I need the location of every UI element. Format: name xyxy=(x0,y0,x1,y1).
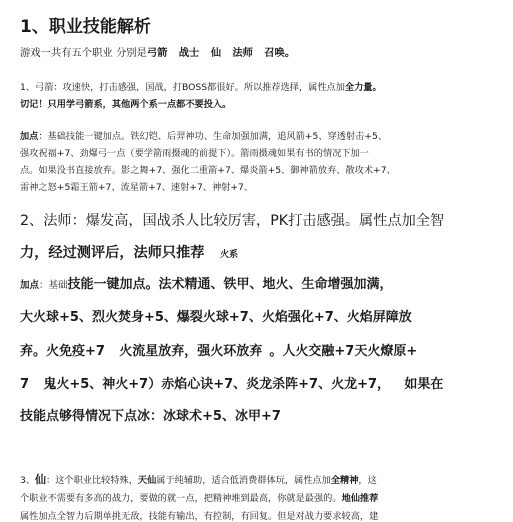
mage-recommend: 力，经过测评后，法师只推荐 xyxy=(20,245,205,261)
archer-warning: 切记！只用学弓箭系，其他两个系一点都不要投入。 xyxy=(20,99,232,110)
fairy-num: 3、 xyxy=(20,475,36,486)
mage-points-base: ：基础 xyxy=(39,280,68,291)
archer-points-text: ：基础技能一键加点。铁幻铠、后羿神功、生命加强加满，追风箭+5、穿透射击+5、 xyxy=(38,131,388,142)
mage-l5-a: 弃。火免疫+7 xyxy=(20,344,105,359)
mage-l6-a: 7 xyxy=(20,377,30,392)
fairy-stat: 全精神 xyxy=(330,475,359,486)
class-summoner: 召唤。 xyxy=(264,47,296,59)
mage-line-1: 2、法师：爆发高，国战杀人比较厉害，PK打击感强。属性点加全智 xyxy=(20,213,445,229)
fairy-line-2 xyxy=(20,490,378,504)
page-title: 1、职业技能解析 xyxy=(20,17,151,37)
archer-line-3 xyxy=(20,128,387,142)
class-warrior: 战士 xyxy=(178,47,200,59)
class-archer: 弓箭 xyxy=(146,47,168,59)
archer-stat: 全力量。 xyxy=(344,82,382,93)
mage-line-6 xyxy=(20,373,443,392)
mage-fire-tag: 火系 xyxy=(220,250,239,260)
mage-line-5 xyxy=(20,340,417,359)
mage-l5-c: 。人火交融+7天火燎原+ xyxy=(269,344,418,359)
intro-text: 游戏一共有五个职业 分别是 xyxy=(20,47,147,59)
fairy-desc: ：这个职业比较特殊， xyxy=(46,475,138,486)
fairy-l2-text: 个职业不需要有多高的战力，要做的就一点，把精神堆到最高，你就是最强的。 xyxy=(20,493,342,504)
fairy-desc2: 属于纯辅助，适合低消费群体玩，属性点加 xyxy=(156,475,331,486)
archer-line-6: 雷神之怒+5霜王箭+7、流星箭+7、速射+7、神射+7、 xyxy=(20,182,254,193)
archer-line-4: 强攻祝福+7、劲爆弓一点（要学箭雨摄魂的前提下）。箭雨摄魂如果有书的情况下加一 xyxy=(20,148,369,159)
archer-line-1 xyxy=(20,79,382,93)
fairy-dixian: 地仙推荐 xyxy=(341,493,379,504)
mage-line-2 xyxy=(20,242,238,262)
archer-points-label: 加点 xyxy=(20,131,39,142)
mage-line-4: 大火球+5、烈火焚身+5、爆裂火球+7、火焰强化+7、火焰屏障放 xyxy=(20,310,412,325)
fairy-title: 仙 xyxy=(35,473,47,486)
mage-l6-c: 如果在 xyxy=(404,377,444,392)
mage-points-text: 技能一键加点。法术精通、铁甲、地火、生命增强加满， xyxy=(67,277,393,292)
fairy-line-3: 属性加点全智力后期单挑无敌，技能有输出，有控制，有回复。但是对战力要求较高，建 xyxy=(20,511,379,522)
mage-points-label: 加点 xyxy=(20,280,40,291)
fairy-desc3: ，这 xyxy=(358,475,377,486)
mage-line-7: 技能点够得情况下点冰：冰球术+5、冰甲+7 xyxy=(20,409,281,424)
fairy-line-1 xyxy=(20,471,377,487)
archer-desc: 1、弓箭：攻速快，打击感强，国战，打BOSS都很好。所以推荐选择，属性点加 xyxy=(20,82,345,93)
class-fairy: 仙 xyxy=(210,47,221,59)
mage-l6-b: 鬼火+5、神火+7）赤焰心诀+7、炎龙杀阵+7、火龙+7， xyxy=(43,377,391,392)
fairy-tianxian: 天仙 xyxy=(137,475,157,486)
class-mage: 法师 xyxy=(232,47,253,59)
mage-l5-b: 火流星放弃，强火环放弃 xyxy=(119,344,263,359)
mage-line-3 xyxy=(20,273,393,292)
archer-line-5: 点。如果没书直接放弃。影之舞+7、强化二重箭+7、爆炎箭+5、御神箭放弃、散攻术+7、 xyxy=(20,165,396,176)
intro-line xyxy=(20,44,295,59)
